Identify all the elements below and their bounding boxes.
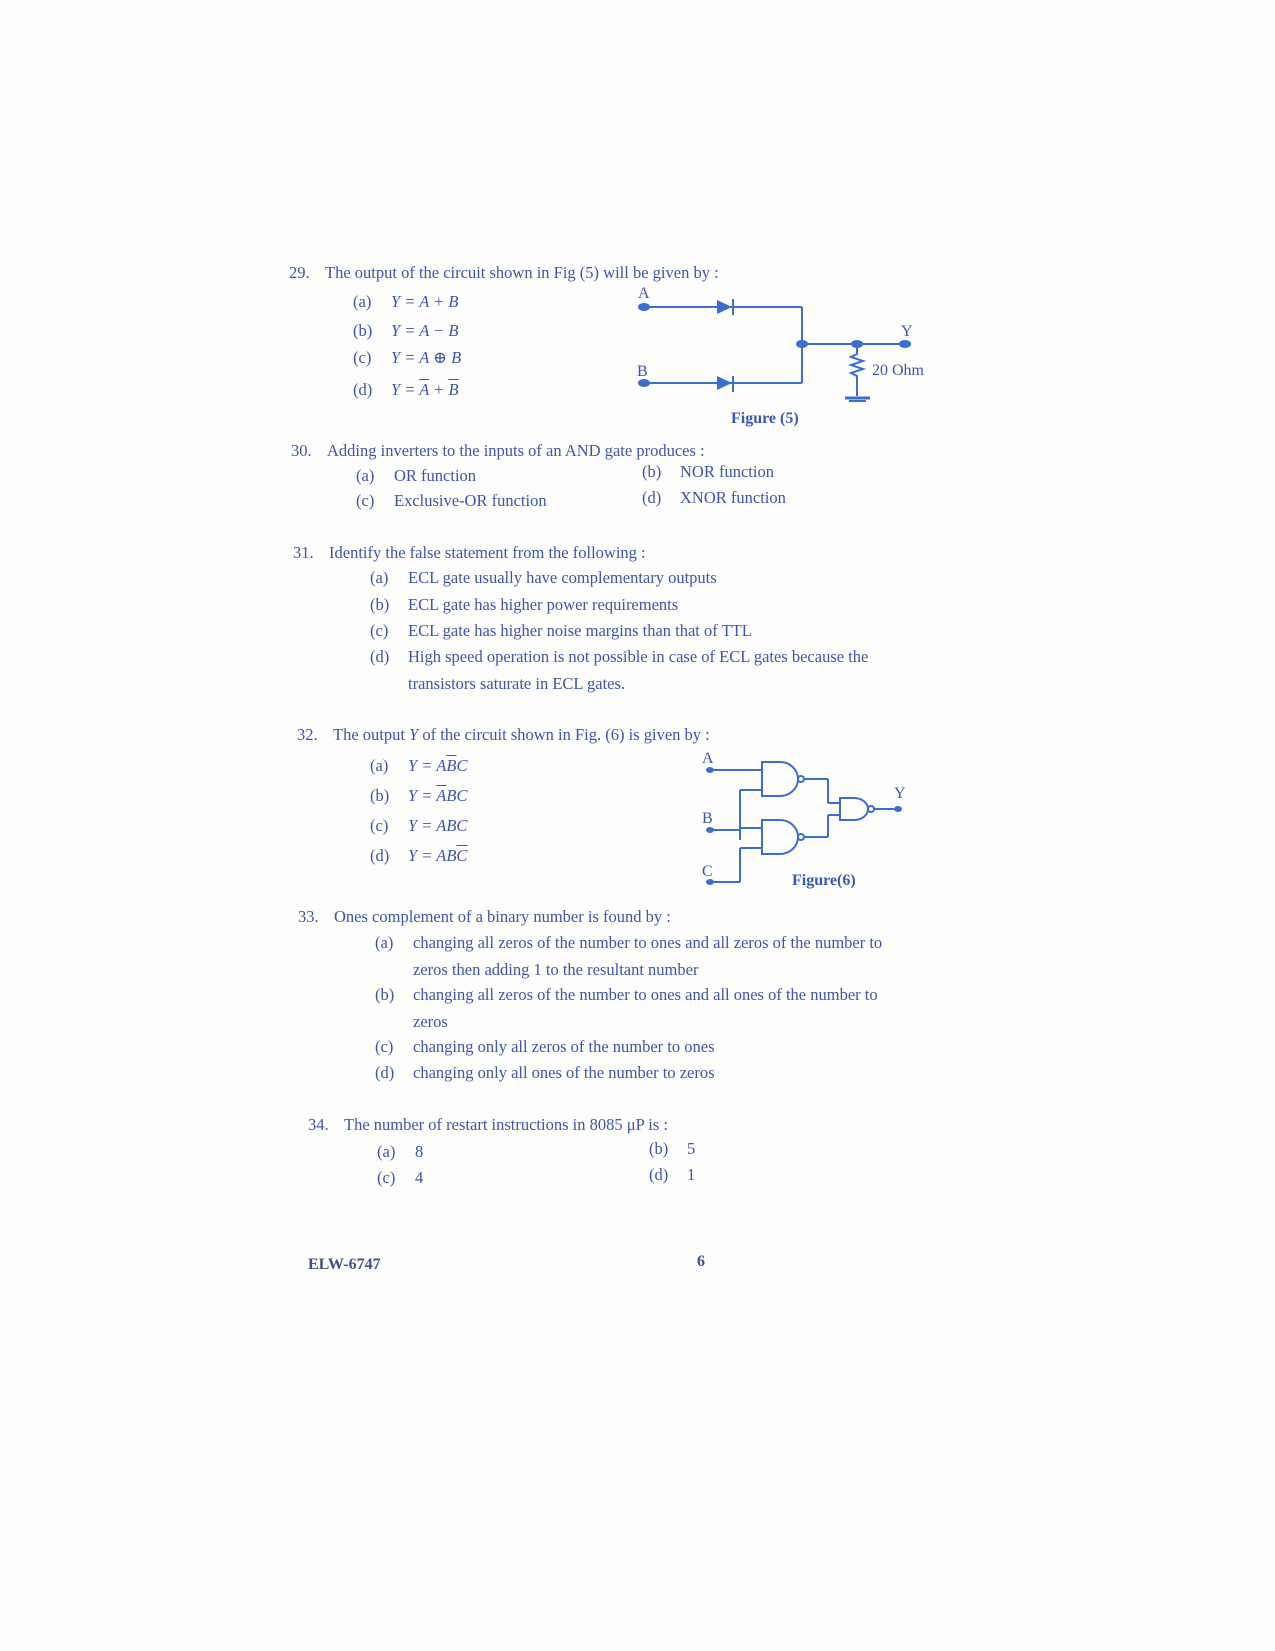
paper-code: ELW-6747 [308,1256,381,1273]
resistor-label: 20 Ohm [872,362,924,379]
input-c-label: C [702,863,713,880]
q33-option-d: (d) changing only all ones of the number to zeros [375,1063,715,1082]
input-b-label: B [637,363,648,380]
figure-5-caption: Figure (5) [731,410,799,427]
question-34: 34. The number of restart instructions in 8085 μP is : [308,1115,668,1134]
q30-option-b: (b) NOR function [642,462,774,481]
question-number: 29. [289,263,310,282]
q29-option-a: (a) Y = A + B [353,292,459,311]
page-number: 6 [697,1253,705,1270]
q32-option-c-formula: Y = ABC [408,816,468,835]
figure-6-circuit [690,748,920,888]
q34-option-a: (a) 8 [377,1142,424,1161]
question-30: 30. Adding inverters to the inputs of an AND gate produces : [291,441,705,460]
q33-option-c: (c) changing only all zeros of the number to ones [375,1037,715,1056]
q30-option-c: (c) Exclusive-OR function [356,491,547,510]
input-a-label: A [638,285,650,302]
question-text: The output of the circuit shown in Fig (5) will be given by : [325,263,719,282]
q29-option-b: (b) Y = A − B [353,321,459,340]
q31-option-c: (c) ECL gate has higher noise margins than that of TTL [370,621,752,640]
figure-6-caption: Figure(6) [792,872,856,889]
q33-option-b: (b) changing all zeros of the number to ones and all ones of the number to [375,985,878,1004]
q32-option-d-formula: $Y = AB\overline{C}$ [408,846,468,865]
q31-option-a: (a) ECL gate usually have complementary outputs [370,568,717,587]
q33-option-a-continued: zeros then adding 1 to the resultant number [413,960,699,979]
q32-option-d: (d) $Y = AB\overline{C}$ [370,846,468,865]
q33-option-a: (a) changing all zeros of the number to ones and all zeros of the number to [375,933,883,952]
question-32: 32. The output Y of the circuit shown in Fig. (6) is given by : [297,725,710,744]
question-31: 31. Identify the false statement from the following : [293,543,646,562]
q32-option-a: (a) $Y = A\overline{B}C$ [370,756,468,775]
q29-option-b-formula: Y = A − B [391,321,459,340]
q32-option-c: (c) Y = ABC [370,816,468,835]
q31-option-d-continued: transistors saturate in ECL gates. [408,674,626,693]
input-a-label: A [702,750,714,767]
q34-option-c: (c) 4 [377,1168,424,1187]
q29-option-d-formula: $Y = \overline{A} + \overline{B}$ [391,380,459,399]
q29-option-d: (d) $Y = \overline{A} + \overline{B}$ [353,380,459,399]
diode-icon [717,299,734,315]
question-33: 33. Ones complement of a binary number is found by : [298,907,671,926]
figure-5-circuit [620,280,950,420]
q30-option-a: (a) OR function [356,466,477,485]
output-y-label: Y [901,323,913,340]
q32-option-b: (b) $Y = \overline{A}BC$ [370,786,468,805]
q29-option-c: (c) Y = A ⊕ B [353,348,462,367]
q29-option-c-formula: Y = A ⊕ B [391,348,462,367]
q34-option-d: (d) 1 [649,1165,696,1184]
q33-option-b-continued: zeros [413,1012,448,1031]
output-y-label: Y [894,785,906,802]
q32-option-b-formula: $Y = \overline{A}BC$ [408,786,468,805]
q31-option-d: (d) High speed operation is not possible in case of ECL gates because the [370,647,869,666]
q31-option-b: (b) ECL gate has higher power requirements [370,595,679,614]
q32-option-a-formula: $Y = A\overline{B}C$ [408,756,468,775]
q29-option-a-formula: Y = A + B [391,292,459,311]
q30-option-d: (d) XNOR function [642,488,786,507]
input-b-label: B [702,810,713,827]
q34-option-b: (b) 5 [649,1139,696,1158]
